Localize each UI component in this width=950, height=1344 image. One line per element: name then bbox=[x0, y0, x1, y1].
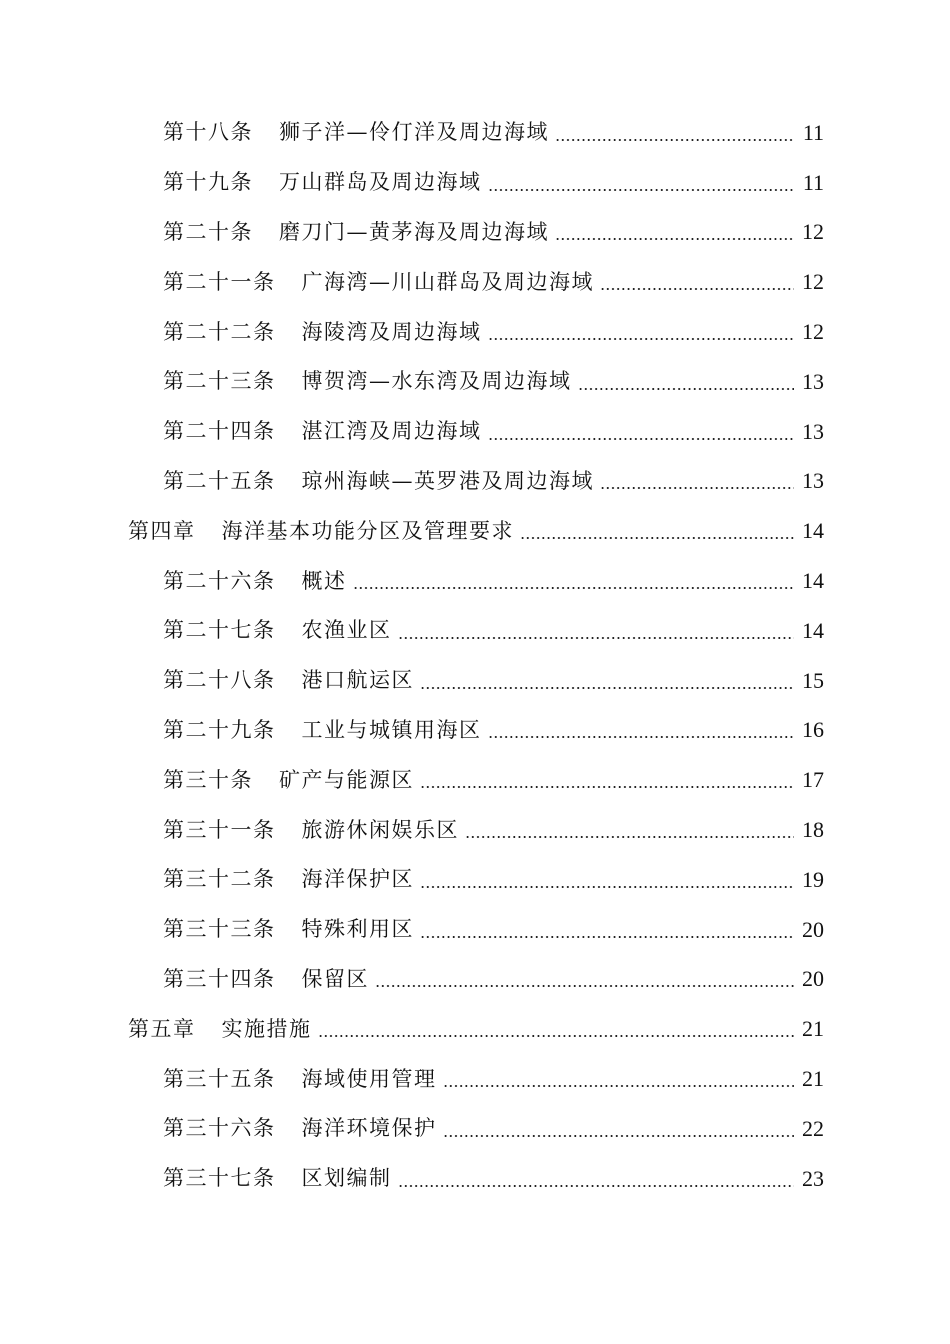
dot-leader bbox=[443, 1135, 795, 1137]
toc-entry[interactable] bbox=[0, 457, 950, 507]
toc-entry-page: 21 bbox=[802, 1066, 824, 1092]
toc-entry-number: 第三十条 bbox=[163, 767, 253, 792]
toc-entry-title: 湛江湾及周边海域 bbox=[301, 419, 482, 444]
dot-leader bbox=[555, 139, 794, 141]
toc-entry[interactable] bbox=[0, 855, 950, 905]
dot-leader bbox=[420, 886, 794, 888]
dot-leader bbox=[318, 1035, 795, 1037]
toc-entry-page: 11 bbox=[802, 169, 824, 195]
toc-entry-number: 第二十四条 bbox=[163, 419, 276, 444]
toc-entry-title: 博贺湾—水东湾及周边海域 bbox=[301, 369, 572, 394]
toc-entry-page: 13 bbox=[802, 368, 824, 394]
toc-entry-number: 第三十七条 bbox=[163, 1166, 276, 1191]
toc-entry[interactable] bbox=[0, 1054, 950, 1104]
toc-entry[interactable] bbox=[0, 257, 950, 307]
toc-entry-page: 19 bbox=[802, 866, 824, 892]
toc-entry-number: 第三十三条 bbox=[163, 917, 276, 942]
toc-entry-number: 第三十六条 bbox=[163, 1116, 276, 1141]
toc-entry-number: 第二十条 bbox=[163, 219, 253, 244]
toc-entry-title: 概述 bbox=[301, 568, 347, 593]
dot-leader bbox=[353, 587, 795, 589]
toc-entry-page: 22 bbox=[802, 1115, 824, 1141]
toc-entry-number: 第四章 bbox=[128, 518, 196, 543]
toc-entry-number: 第五章 bbox=[128, 1016, 196, 1041]
toc-entry[interactable] bbox=[0, 556, 950, 606]
toc-entry-title: 工业与城镇用海区 bbox=[301, 717, 482, 742]
toc-entry-number: 第二十三条 bbox=[163, 369, 276, 394]
toc-entry-page: 18 bbox=[802, 817, 824, 843]
toc-entry[interactable] bbox=[0, 1154, 950, 1204]
toc-entry-page: 14 bbox=[802, 568, 824, 594]
toc-entry-page: 12 bbox=[802, 319, 824, 345]
toc-entry-page: 12 bbox=[802, 269, 824, 295]
toc-entry-title: 农渔业区 bbox=[301, 618, 392, 643]
dot-leader bbox=[488, 338, 795, 340]
toc-entry[interactable] bbox=[0, 706, 950, 756]
dot-leader bbox=[488, 438, 795, 440]
toc-entry-title: 区划编制 bbox=[301, 1166, 392, 1191]
toc-entry-page: 14 bbox=[802, 617, 824, 643]
toc-entry-number: 第二十六条 bbox=[163, 568, 276, 593]
toc-entry-title: 海洋基本功能分区及管理要求 bbox=[221, 518, 514, 543]
toc-entry-number: 第二十八条 bbox=[163, 668, 276, 693]
toc-entry-number: 第二十一条 bbox=[163, 269, 276, 294]
dot-leader bbox=[398, 637, 795, 639]
toc-entry-page: 16 bbox=[802, 717, 824, 743]
toc-entry-title: 广海湾—川山群岛及周边海域 bbox=[301, 269, 594, 294]
toc-entry-page: 20 bbox=[802, 966, 824, 992]
toc-entry[interactable] bbox=[0, 606, 950, 656]
toc-entry[interactable] bbox=[0, 755, 950, 805]
dot-leader bbox=[600, 288, 794, 290]
toc-entry-title: 琼州海峡—英罗港及周边海域 bbox=[301, 468, 594, 493]
toc-entry-number: 第二十五条 bbox=[163, 468, 276, 493]
dot-leader bbox=[420, 687, 794, 689]
toc-entry-title: 海域使用管理 bbox=[301, 1066, 437, 1091]
dot-leader bbox=[520, 537, 794, 539]
toc-entry[interactable] bbox=[0, 407, 950, 457]
toc-entry-number: 第三十四条 bbox=[163, 966, 276, 991]
toc-entry[interactable] bbox=[0, 357, 950, 407]
toc-entry-page: 20 bbox=[802, 916, 824, 942]
toc-entry-title: 旅游休闲娱乐区 bbox=[301, 817, 459, 842]
toc-entry-number: 第二十七条 bbox=[163, 618, 276, 643]
toc-entry-page: 12 bbox=[802, 219, 824, 245]
toc-entry-number: 第三十一条 bbox=[163, 817, 276, 842]
toc-entry-number: 第三十二条 bbox=[163, 867, 276, 892]
table-of-contents bbox=[0, 108, 950, 1204]
toc-entry[interactable] bbox=[0, 905, 950, 955]
toc-entry-title: 港口航运区 bbox=[301, 668, 414, 693]
dot-leader bbox=[420, 786, 794, 788]
dot-leader bbox=[443, 1085, 795, 1087]
toc-chapter-entry[interactable] bbox=[0, 506, 950, 556]
toc-entry-page: 11 bbox=[802, 119, 824, 145]
toc-entry-title: 海洋环境保护 bbox=[301, 1116, 437, 1141]
dot-leader bbox=[488, 736, 795, 738]
dot-leader bbox=[420, 936, 794, 938]
toc-entry-page: 14 bbox=[802, 518, 824, 544]
toc-entry[interactable] bbox=[0, 158, 950, 208]
toc-entry-page: 13 bbox=[802, 468, 824, 494]
toc-entry-title: 矿产与能源区 bbox=[279, 767, 414, 792]
toc-entry-number: 第三十五条 bbox=[163, 1066, 276, 1091]
toc-entry[interactable] bbox=[0, 955, 950, 1005]
toc-entry-page: 13 bbox=[802, 418, 824, 444]
dot-leader bbox=[375, 985, 794, 987]
toc-entry-number: 第二十九条 bbox=[163, 717, 276, 742]
dot-leader bbox=[578, 388, 795, 390]
toc-entry-number: 第十八条 bbox=[163, 120, 253, 145]
toc-entry-title: 海陵湾及周边海域 bbox=[301, 319, 482, 344]
dot-leader bbox=[398, 1185, 795, 1187]
toc-entry[interactable] bbox=[0, 307, 950, 357]
toc-chapter-entry[interactable] bbox=[0, 1004, 950, 1054]
toc-entry-title: 特殊利用区 bbox=[301, 917, 414, 942]
toc-entry[interactable] bbox=[0, 656, 950, 706]
toc-entry-title: 万山群岛及周边海域 bbox=[279, 170, 482, 195]
toc-entry[interactable] bbox=[0, 108, 950, 158]
toc-entry[interactable] bbox=[0, 1104, 950, 1154]
toc-entry[interactable] bbox=[0, 208, 950, 258]
dot-leader bbox=[600, 487, 794, 489]
toc-entry-title: 海洋保护区 bbox=[301, 867, 414, 892]
toc-entry-title: 实施措施 bbox=[221, 1016, 312, 1041]
toc-entry-page: 15 bbox=[802, 667, 824, 693]
toc-entry-page: 17 bbox=[802, 767, 824, 793]
toc-entry[interactable] bbox=[0, 805, 950, 855]
dot-leader bbox=[555, 238, 794, 240]
toc-entry-page: 23 bbox=[802, 1165, 824, 1191]
toc-entry-number: 第二十二条 bbox=[163, 319, 276, 344]
dot-leader bbox=[488, 189, 795, 191]
dot-leader bbox=[465, 836, 794, 838]
toc-entry-title: 狮子洋—伶仃洋及周边海域 bbox=[279, 120, 549, 145]
toc-entry-title: 保留区 bbox=[301, 966, 369, 991]
toc-entry-page: 21 bbox=[802, 1016, 824, 1042]
toc-entry-number: 第十九条 bbox=[163, 170, 253, 195]
toc-entry-title: 磨刀门—黄茅海及周边海域 bbox=[279, 219, 549, 244]
